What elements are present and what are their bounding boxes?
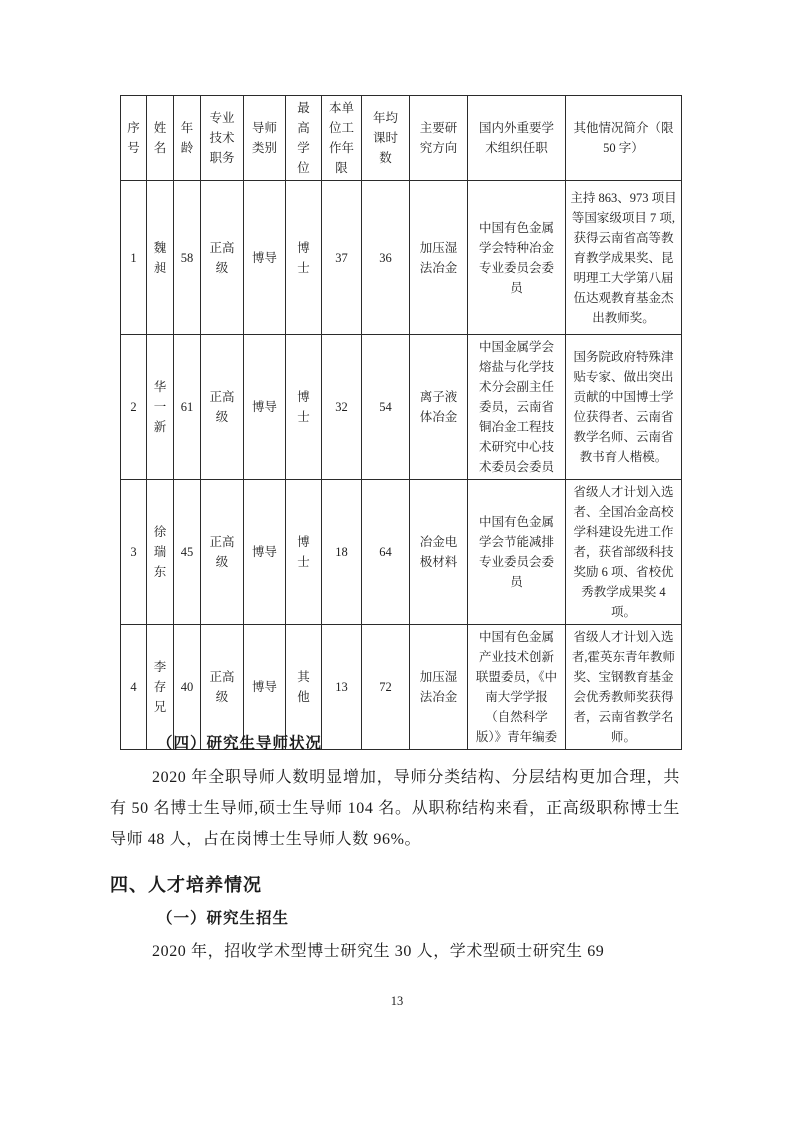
table-cell: 3 — [121, 480, 147, 625]
subsection-1-heading: （一）研究生招生 — [157, 910, 290, 927]
content-block — [110, 733, 680, 965]
table-cell: 中国有色金属学会特种冶金专业委员会委员 — [468, 181, 566, 335]
table-cell: 国务院政府特殊津贴专家、做出突出贡献的中国博士学位获得者、云南省教学名师、云南省教书育人楷模。 — [566, 335, 682, 480]
faculty-table — [120, 95, 682, 750]
page-number: 13 — [390, 994, 404, 1008]
table-cell: 45 — [174, 480, 201, 625]
table-cell: 正高级 — [201, 181, 244, 335]
table-cell: 离子液体冶金 — [410, 335, 468, 480]
table-cell: 中国有色金属学会节能减排专业委员会委员 — [468, 480, 566, 625]
table-cell: 72 — [362, 625, 410, 750]
table-header-row — [121, 96, 682, 181]
table-cell: 18 — [322, 480, 362, 625]
table-cell: 博导 — [244, 480, 286, 625]
header-cell: 年龄 — [174, 96, 201, 181]
table-cell: 徐瑞东 — [147, 480, 174, 625]
table-cell: 主持 863、973 项目等国家级项目 7 项,获得云南省高等教育教学成果奖、昆明理工大学第八届伍达观教育基金杰出教师奖。 — [566, 181, 682, 335]
header-cell: 主要研究方向 — [410, 96, 468, 181]
subsection-1-paragraph: 2020 年，招收学术型博士研究生 30 人，学术型硕士研究生 69 — [152, 943, 605, 960]
table-cell: 博士 — [286, 335, 322, 480]
table-cell: 2 — [121, 335, 147, 480]
table-cell: 13 — [322, 625, 362, 750]
table-cell: 1 — [121, 181, 147, 335]
header-cell: 其他情况简介（限 50 字） — [566, 96, 682, 181]
header-cell: 专业技术职务 — [201, 96, 244, 181]
header-cell: 本单位工作年限 — [322, 96, 362, 181]
table-cell: 中国有色金属产业技术创新联盟委员，《中南大学学报（自然科学版）》青年编委 — [468, 625, 566, 750]
table-cell: 32 — [322, 335, 362, 480]
table-body — [121, 181, 682, 750]
header-cell: 序号 — [121, 96, 147, 181]
header-cell: 姓名 — [147, 96, 174, 181]
header-cell: 导师类别 — [244, 96, 286, 181]
table-cell: 正高级 — [201, 625, 244, 750]
table-row — [121, 181, 682, 335]
table-cell: 省级人才计划入选者、全国冶金高校学科建设先进工作者，获省部级科技奖励 6 项、省校优秀教学成果奖 4 项。 — [566, 480, 682, 625]
table-cell: 54 — [362, 335, 410, 480]
table-cell: 61 — [174, 335, 201, 480]
table-cell: 李存兄 — [147, 625, 174, 750]
table-cell: 博士 — [286, 181, 322, 335]
table-cell: 省级人才计划入选者,霍英东青年教师奖、宝钢教育基金会优秀教师奖获得者，云南省教学名师。 — [566, 625, 682, 750]
table-cell: 博士 — [286, 480, 322, 625]
section-4-heading: （四）研究生导师状况 — [157, 735, 323, 752]
table-row — [121, 480, 682, 625]
section-4-paragraph: 2020 年全职导师人数明显增加，导师分类结构、分层结构更加合理，共有 50 名博士生导师,硕士生导师 104 名。从职称结构来看，正高级职称博士生导师 48 人，占在岗博士生导师人数 96%。 — [110, 769, 680, 848]
table-cell: 博导 — [244, 625, 286, 750]
header-cell: 国内外重要学术组织任职 — [468, 96, 566, 181]
table-cell: 40 — [174, 625, 201, 750]
table-cell: 58 — [174, 181, 201, 335]
table-cell: 魏昶 — [147, 181, 174, 335]
table-cell: 其他 — [286, 625, 322, 750]
table-cell: 正高级 — [201, 480, 244, 625]
table-cell: 正高级 — [201, 335, 244, 480]
header-cell: 年均课时数 — [362, 96, 410, 181]
table-cell: 64 — [362, 480, 410, 625]
table-cell: 37 — [322, 181, 362, 335]
chapter-4-heading: 四、人才培养情况 — [110, 875, 262, 895]
table-cell: 中国金属学会熔盐与化学技术分会副主任委员，云南省铜冶金工程技术研究中心技术委员会委员 — [468, 335, 566, 480]
table-cell: 冶金电极材料 — [410, 480, 468, 625]
header-cell: 最高学位 — [286, 96, 322, 181]
table-cell: 华一新 — [147, 335, 174, 480]
table-cell: 加压湿法冶金 — [410, 181, 468, 335]
table-row — [121, 335, 682, 480]
table-cell: 36 — [362, 181, 410, 335]
table-row — [121, 625, 682, 750]
table-cell: 博导 — [244, 181, 286, 335]
table-cell: 博导 — [244, 335, 286, 480]
table-cell: 4 — [121, 625, 147, 750]
table-cell: 加压湿法冶金 — [410, 625, 468, 750]
